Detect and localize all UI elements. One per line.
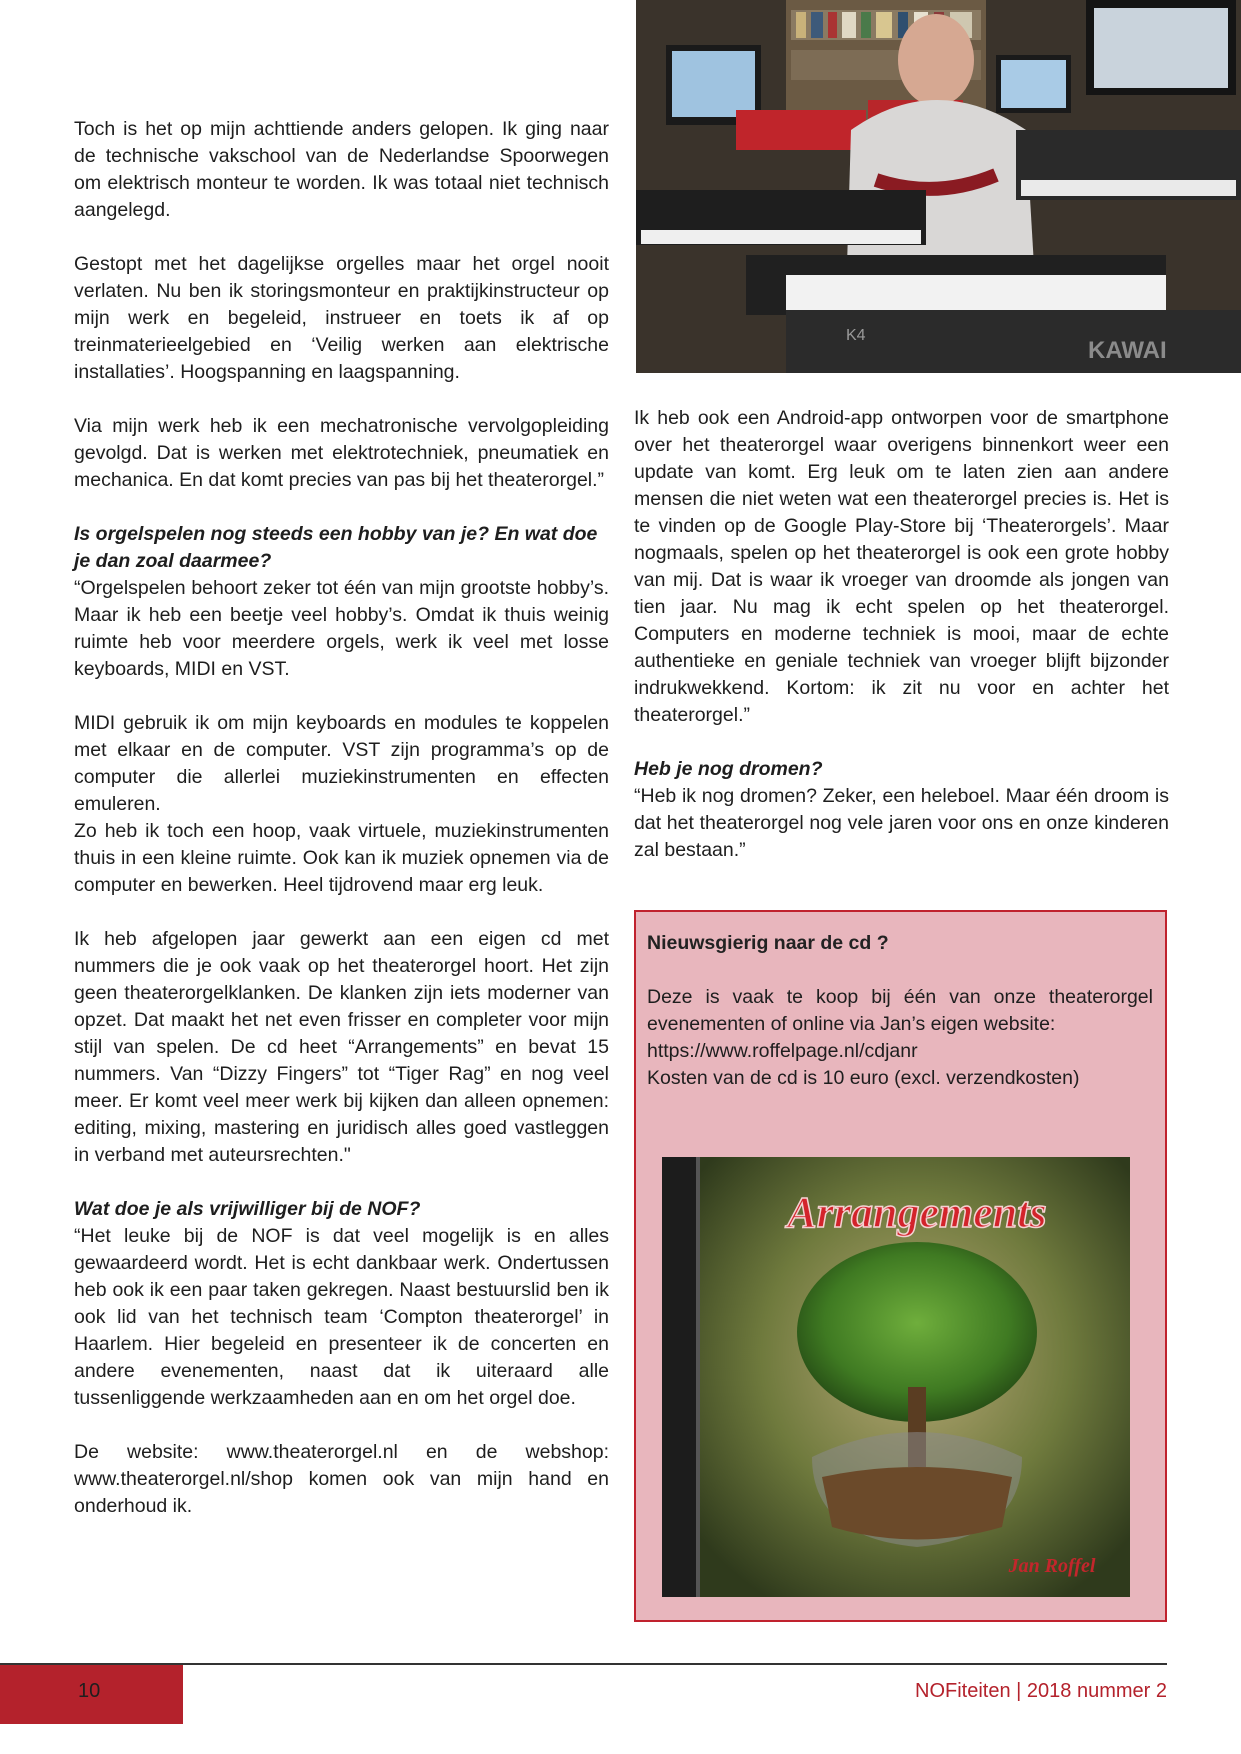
cd-title: Arrangements — [787, 1188, 1047, 1237]
left-column — [74, 116, 609, 1520]
paragraph: Zo heb ik toch een hoop, vaak virtuele, muziekinstrumenten thuis in een kleine ruimte. Ook kan ik muziek opnemen via de computer en bewerken. Heel tijdrovend maar erg leuk. — [74, 820, 609, 896]
info-box-cost: Kosten van de cd is 10 euro (excl. verzendkosten) — [647, 1067, 1080, 1089]
interview-question: Heb je nog dromen? — [634, 758, 823, 780]
paragraph: Ik heb afgelopen jaar gewerkt aan een eigen cd met nummers die je ook vaak op het theaterorgel hoort. Het zijn geen theaterorgelklanken. De klanken zijn iets moderner van opzet. Dat maakt het net even frisser en completer voor mijn stijl van spelen. De cd heet “Arrangements” en bevat 15 nummers. Van “Dizzy Fingers” tot “Tiger Rag” en nog veel meer. Er komt veel meer werk bij kijken dan alleen opnemen: editing, mixing, mastering en juridisch alles goed vastleggen in verband met auteursrechten." — [74, 928, 609, 1166]
paragraph: Gestopt met het dagelijkse orgelles maar het orgel nooit verlaten. Nu ben ik storingsmonteur en praktijkinstructeur op mijn werk en begeleid, instrueer en toets ik af op treinmaterieelgebied en ‘Veilig werken aan elektrische installaties’. Hoogspanning en laagspanning. — [74, 253, 609, 383]
paragraph: Toch is het op mijn achttiende anders gelopen. Ik ging naar de technische vakschool van de Nederlandse Spoorwegen om elektrisch monteur te worden. Ik was totaal niet technisch aangelegd. — [74, 118, 609, 221]
photo-illustration — [636, 0, 1241, 373]
page-number: 10 — [78, 1680, 101, 1702]
info-box-title: Nieuwsgierig naar de cd ? — [647, 932, 889, 954]
keyboard-model-label: K4 — [846, 327, 866, 344]
right-column — [634, 405, 1169, 864]
cd-info-box — [634, 910, 1167, 1622]
keyboard-brand-label: KAWAI — [1088, 337, 1167, 364]
interview-question: Wat doe je als vrijwilliger bij de NOF? — [74, 1198, 421, 1220]
info-box-url[interactable]: https://www.roffelpage.nl/cdjanr — [647, 1040, 918, 1062]
publication-footer: NOFiteiten | 2018 nummer 2 — [915, 1680, 1167, 1702]
paragraph: Ik heb ook een Android-app ontworpen voor de smartphone over het theaterorgel waar overigens binnenkort weer een update van komt. Erg leuk om te laten zien aan andere mensen die niet weten wat een theaterorgel precies is. Het is te vinden op de Google Play-Store bij ‘Theaterorgels’. Maar nogmaals, spelen op het theaterorgel is ook een grote hobby van mij. Dat is waar ik vroeger van droomde als jongen van tien jaar. Nu mag ik echt spelen op het theaterorgel. Computers en moderne techniek is mooi, maar de echte authentieke en geniale techniek van vroeger blijft bijzonder indrukwekkend. Kortom: ik zit nu voor en achter het theaterorgel.” — [634, 407, 1169, 726]
photo-musician-at-keyboards — [636, 0, 1241, 373]
interview-answer: “Orgelspelen behoort zeker tot één van mijn grootste hobby’s. Maar ik heb een beetje veel hobby’s. Omdat ik thuis weinig ruimte heb voor meerdere orgels, werk ik veel met losse keyboards, MIDI en VST. — [74, 577, 609, 680]
paragraph: MIDI gebruik ik om mijn keyboards en modules te koppelen met elkaar en de computer. VST zijn programma’s op de computer die allerlei muziekinstrumenten en effecten emuleren. — [74, 712, 609, 815]
cd-cover-illustration — [662, 1157, 1130, 1597]
paragraph: Via mijn werk heb ik een mechatronische vervolgopleiding gevolgd. Dat is werken met elektrotechniek, pneumatiek en mechanica. En dat komt precies van pas bij het theaterorgel.” — [74, 415, 609, 491]
info-box-text: Deze is vaak te koop bij één van onze theaterorgel evenementen of online via Jan’s eigen website: — [647, 986, 1153, 1035]
interview-answer: “Het leuke bij de NOF is dat veel mogelijk is en alles gewaardeerd wordt. Het is echt dankbaar werk. Ondertussen heb ook ik een paar taken gekregen. Naast bestuurslid ben ik ook lid van het technisch team ‘Compton theaterorgel’ in Haarlem. Hier begeleid en presenteer ik de concerten en andere evenementen, naast dat ik uiteraard alle tussenliggende werkzaamheden aan en om het orgel doe. — [74, 1225, 609, 1409]
cd-artist: Jan Roffel — [1008, 1555, 1096, 1577]
cd-cover-image — [662, 1157, 1130, 1597]
interview-answer: “Heb ik nog dromen? Zeker, een heleboel. Maar één droom is dat het theaterorgel nog vele jaren voor ons en onze kinderen zal bestaan.” — [634, 785, 1169, 861]
interview-question: Is orgelspelen nog steeds een hobby van je? En wat doe je dan zoal daarmee? — [74, 523, 598, 572]
paragraph: De website: www.theaterorgel.nl en de webshop: www.theaterorgel.nl/shop komen ook van mijn hand en onderhoud ik. — [74, 1441, 609, 1517]
